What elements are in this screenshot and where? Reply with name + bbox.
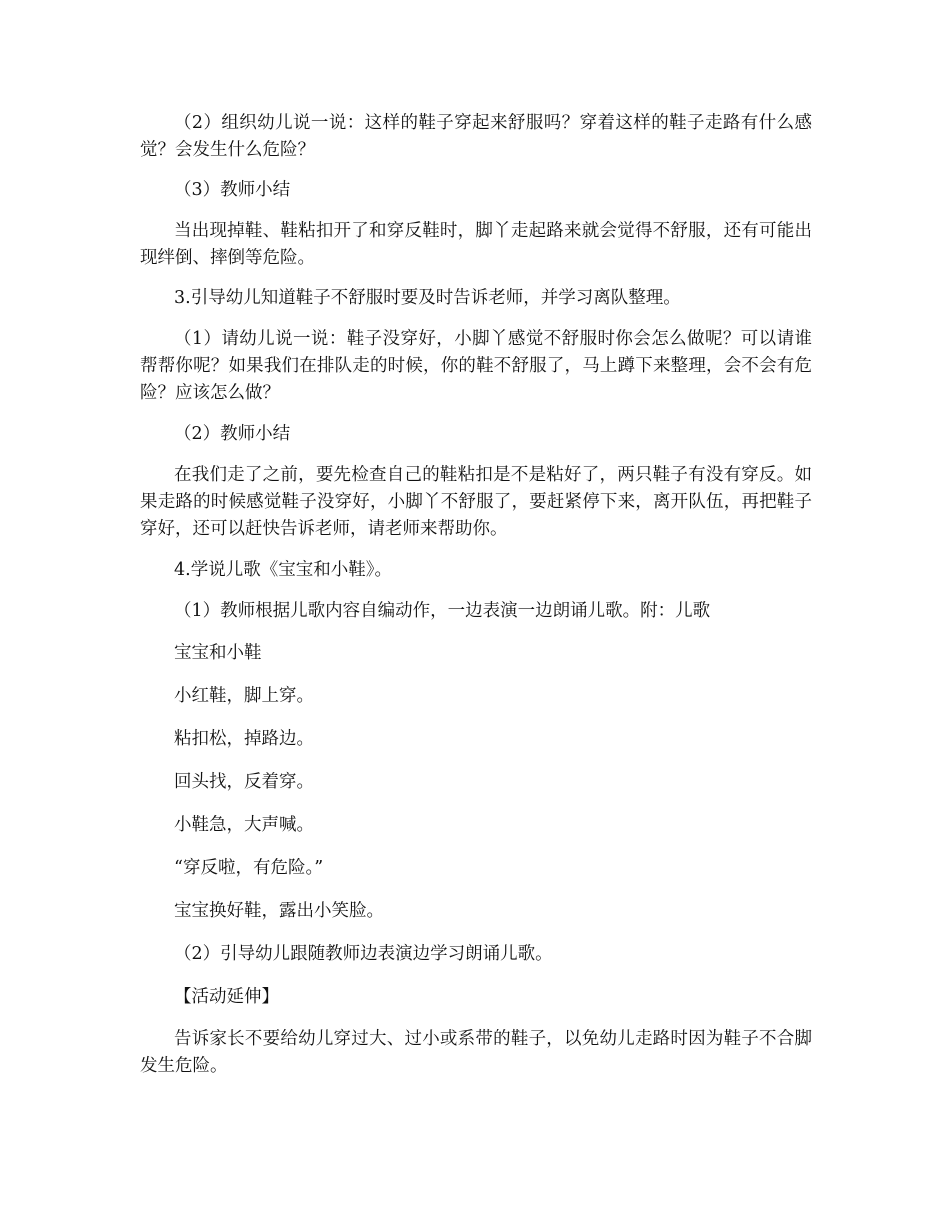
paragraph-teacher-summary-3: （3）教师小结 — [174, 180, 291, 200]
poem-line-1: 小红鞋，脚上穿。 — [174, 686, 314, 706]
paragraph-step-4: 4.学说儿歌《宝宝和小鞋》。 — [174, 560, 392, 580]
poem-line-5: “穿反啦，有危险。” — [174, 858, 324, 878]
paragraph-discussion-comfort: （2）组织幼儿说一说：这样的鞋子穿起来舒服吗？穿着这样的鞋子走路有什么感觉？会发生什么危险？ — [140, 113, 812, 160]
paragraph-parent-advice: 告诉家长不要给幼儿穿过大、过小或系带的鞋子，以免幼儿走路时因为鞋子不合脚发生危险。 — [140, 1029, 812, 1076]
paragraph-summary-check-shoes: 在我们走了之前，要先检查自己的鞋粘扣是不是粘好了，两只鞋子有没有穿反。如果走路的时候感觉鞋子没穿好，小脚丫不舒服了，要赶紧停下来，离开队伍，再把鞋子穿好，还可以赶快告诉老师，请老师来帮助你。 — [140, 465, 812, 539]
paragraph-teacher-recite: （1）教师根据儿歌内容自编动作，一边表演一边朗诵儿歌。附：儿歌 — [174, 601, 711, 621]
paragraph-teacher-summary-2: （2）教师小结 — [174, 424, 291, 444]
poem-line-6: 宝宝换好鞋，露出小笑脸。 — [174, 901, 384, 921]
poem-title: 宝宝和小鞋 — [174, 643, 262, 663]
poem-line-3: 回头找，反着穿。 — [174, 772, 314, 792]
poem-line-2: 粘扣松，掉路边。 — [174, 729, 314, 749]
section-heading-activity-extension: 【活动延伸】 — [174, 987, 279, 1007]
paragraph-children-recite: （2）引导幼儿跟随教师边表演边学习朗诵儿歌。 — [174, 944, 553, 964]
paragraph-discussion-help: （1）请幼儿说一说：鞋子没穿好，小脚丫感觉不舒服时你会怎么做呢？可以请谁帮帮你呢？如果我们在排队走的时候，你的鞋不舒服了，马上蹲下来整理，会不会有危险？应该怎么做？ — [140, 329, 812, 403]
poem-line-4: 小鞋急，大声喊。 — [174, 815, 314, 835]
paragraph-summary-danger: 当出现掉鞋、鞋粘扣开了和穿反鞋时，脚丫走起路来就会觉得不舒服，还有可能出现绊倒、摔倒等危险。 — [140, 221, 812, 268]
paragraph-step-3: 3.引导幼儿知道鞋子不舒服时要及时告诉老师，并学习离队整理。 — [174, 288, 681, 308]
